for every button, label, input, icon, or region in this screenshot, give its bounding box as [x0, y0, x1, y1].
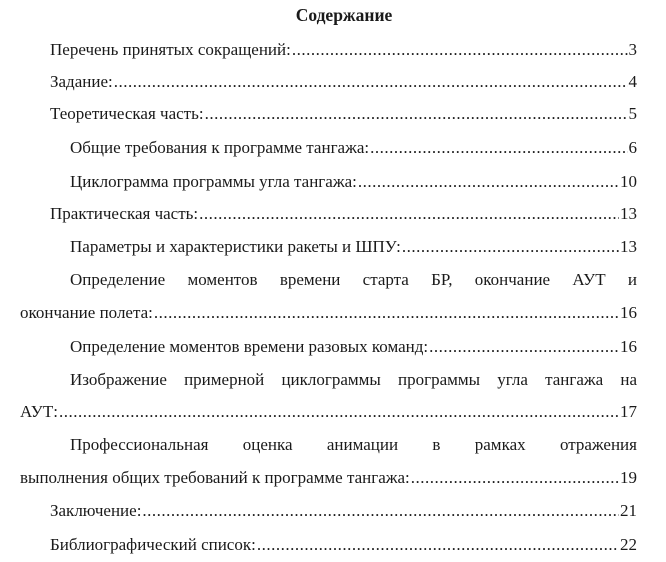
- toc-entry-label: Заключение:: [50, 501, 142, 520]
- toc-page-number: 22: [620, 535, 637, 554]
- toc-entry-cyclogram-image[interactable]: [20, 402, 637, 422]
- toc-entry-label: Перечень принятых сокращений:: [50, 40, 291, 59]
- toc-entry-rocket-parameters[interactable]: [70, 237, 637, 257]
- toc-page-number: 21: [620, 501, 637, 520]
- toc-entry-task[interactable]: [50, 72, 637, 92]
- toc-entry-animation-evaluation[interactable]: [20, 468, 637, 488]
- dot-leader: [370, 138, 627, 158]
- dot-leader: [358, 172, 619, 192]
- dot-leader: [205, 104, 628, 124]
- toc-page-number: 19: [620, 468, 637, 487]
- toc-entry-label: выполнения общих требований к программе тангажа:: [20, 468, 410, 487]
- toc-title: Содержание: [295, 5, 393, 25]
- toc-entry-label: Изображение примерной циклограммы программы угла тангажа на: [70, 370, 637, 389]
- dot-leader: [154, 303, 619, 323]
- toc-entry-launch-times[interactable]: [20, 303, 637, 323]
- toc-page-number: 5: [628, 104, 637, 123]
- toc-page-number: 10: [620, 172, 637, 191]
- toc-entry-label: Теоретическая часть:: [50, 104, 204, 123]
- dot-leader: [402, 237, 619, 257]
- dot-leader: [257, 535, 619, 555]
- toc-entry-label: Задание:: [50, 72, 113, 91]
- toc-entry-cyclogram-image-line1[interactable]: [70, 370, 637, 390]
- toc-entry-label: окончание полета:: [20, 303, 153, 322]
- toc-entry-general-requirements[interactable]: [70, 138, 637, 158]
- toc-page-number: 13: [620, 237, 637, 256]
- dot-leader: [199, 204, 619, 224]
- toc-entry-label: Циклограмма программы угла тангажа:: [70, 172, 357, 191]
- toc-entry-cyclogram[interactable]: [70, 172, 637, 192]
- toc-entry-label: Профессиональная оценка анимации в рамках отражения: [70, 435, 637, 454]
- dot-leader: [114, 72, 628, 92]
- dot-leader: [59, 402, 619, 422]
- toc-entry-theory[interactable]: [50, 104, 637, 124]
- dot-leader: [429, 337, 619, 357]
- dot-leader: [292, 40, 628, 60]
- toc-entry-bibliography[interactable]: [50, 535, 637, 555]
- toc-page-number: 4: [628, 72, 637, 91]
- toc-entry-single-commands[interactable]: [70, 337, 637, 357]
- toc-page-number: 6: [628, 138, 637, 157]
- toc-page-number: 17: [620, 402, 637, 421]
- toc-entry-animation-evaluation-line1[interactable]: [70, 435, 637, 455]
- toc-entry-label: Общие требования к программе тангажа:: [70, 138, 370, 157]
- toc-entry-practice[interactable]: [50, 204, 637, 224]
- toc-page-number: 16: [620, 303, 637, 322]
- toc-entry-label: Практическая часть:: [50, 204, 199, 223]
- toc-entry-label: Параметры и характеристики ракеты и ШПУ:: [70, 237, 401, 256]
- toc-entry-abbreviations[interactable]: [50, 40, 637, 60]
- toc-page-number: 3: [628, 40, 637, 59]
- toc-entry-label: АУТ:: [20, 402, 58, 421]
- dot-leader: [142, 501, 619, 521]
- toc-entry-label: Определение моментов времени разовых команд:: [70, 337, 429, 356]
- toc-entry-label: Библиографический список:: [50, 535, 256, 554]
- toc-entry-launch-times-line1[interactable]: [70, 270, 637, 290]
- toc-page-number: 16: [620, 337, 637, 356]
- toc-entry-label: Определение моментов времени старта БР, окончание АУТ и: [70, 270, 637, 289]
- toc-page-number: 13: [620, 204, 637, 223]
- toc-entry-conclusion[interactable]: [50, 501, 637, 521]
- dot-leader: [411, 468, 619, 488]
